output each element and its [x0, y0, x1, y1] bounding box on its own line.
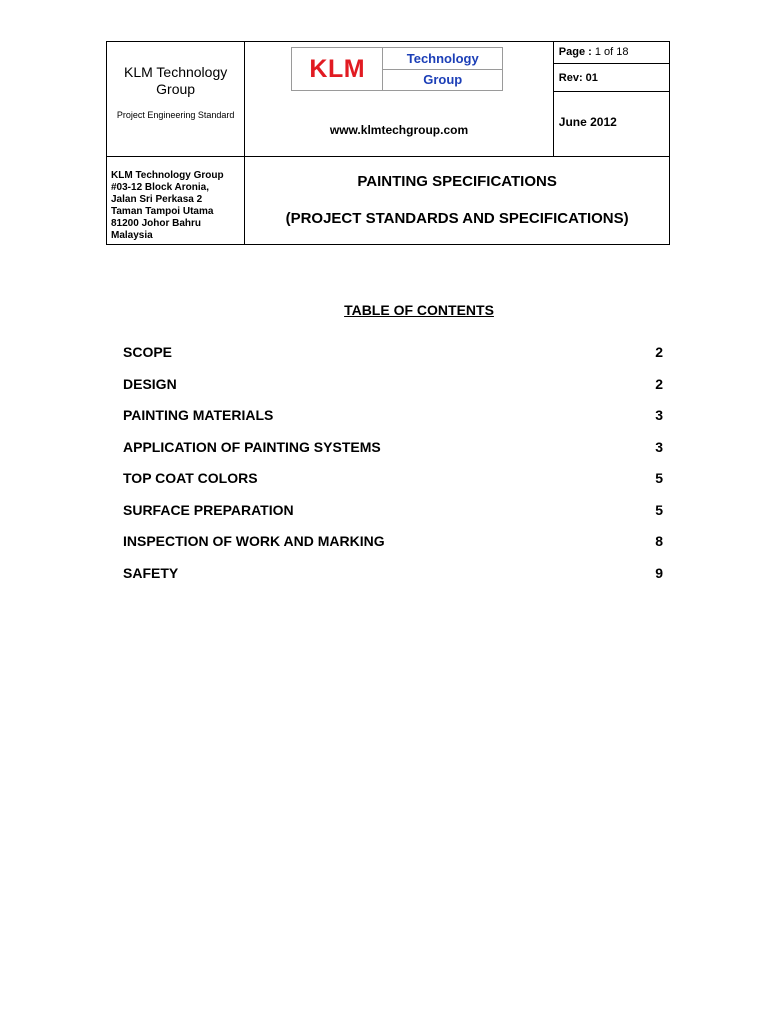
toc-item-label: SURFACE PREPARATION	[123, 501, 294, 518]
logo-technology-text: Technology	[383, 48, 502, 70]
page-number-row	[554, 42, 669, 64]
meta-cell	[553, 42, 669, 157]
address-line: Taman Tampoi Utama	[111, 205, 214, 217]
toc-item-page: 3	[655, 407, 663, 423]
toc-item-page: 8	[655, 533, 663, 549]
toc-item-page: 9	[655, 564, 663, 581]
address-line: #03-12 Block Aronia,	[111, 181, 210, 193]
toc-item-label: APPLICATION OF PAINTING SYSTEMS	[123, 438, 381, 455]
document-subtitle: (PROJECT STANDARDS AND SPECIFICATIONS)	[285, 209, 629, 227]
toc-item-page: 5	[655, 501, 663, 518]
toc-item-page: 2	[655, 375, 663, 392]
toc-item-surface-preparation[interactable]	[123, 501, 663, 533]
toc-item-application-of-painting-systems[interactable]	[123, 438, 663, 470]
klm-logo	[291, 47, 503, 91]
logo-klm-text: KLM	[292, 48, 383, 90]
revision-row: Rev: 01	[554, 64, 669, 92]
logo-right-block	[383, 48, 502, 90]
toc-item-page: 2	[655, 344, 663, 360]
company-name: KLM Technology Group	[123, 64, 228, 97]
document-title: PAINTING SPECIFICATIONS	[357, 172, 557, 190]
toc-item-inspection-of-work-and-marking[interactable]	[123, 532, 663, 564]
company-cell	[107, 42, 245, 157]
toc-item-label: SCOPE	[123, 344, 173, 360]
toc-item-painting-materials[interactable]	[123, 406, 663, 438]
website-url: www.klmtechgroup.com	[329, 123, 469, 137]
logo-cell	[245, 42, 554, 157]
address-line: 81200 Johor Bahru	[111, 217, 202, 229]
toc-item-safety[interactable]	[123, 564, 663, 596]
title-cell	[245, 156, 670, 244]
toc-item-label: DESIGN	[123, 375, 177, 392]
company-subtitle: Project Engineering Standard	[116, 110, 235, 120]
toc-item-page: 5	[655, 470, 663, 486]
toc-item-design[interactable]	[123, 375, 663, 407]
address-cell	[107, 156, 245, 244]
toc-item-label: SAFETY	[123, 564, 179, 581]
logo-group-text: Group	[423, 72, 463, 88]
toc-list	[123, 343, 663, 595]
address-line: Jalan Sri Perkasa 2	[111, 193, 203, 205]
toc-item-top-coat-colors[interactable]	[123, 469, 663, 501]
page-value: 1 of 18	[594, 46, 629, 58]
toc-item-label: TOP COAT COLORS	[123, 470, 258, 486]
document-header-table	[106, 41, 670, 245]
address-line: KLM Technology Group	[111, 169, 224, 181]
address-line: Malaysia	[111, 229, 153, 241]
toc-item-label: INSPECTION OF WORK AND MARKING	[123, 533, 385, 549]
toc-heading: TABLE OF CONTENTS	[344, 302, 494, 318]
page-label: Page :	[558, 46, 592, 58]
date-row: June 2012	[558, 115, 617, 129]
toc-item-page: 3	[655, 438, 663, 455]
meta-stack	[554, 42, 669, 155]
toc-item-label: PAINTING MATERIALS	[123, 407, 274, 423]
toc-item-scope[interactable]	[123, 343, 663, 375]
